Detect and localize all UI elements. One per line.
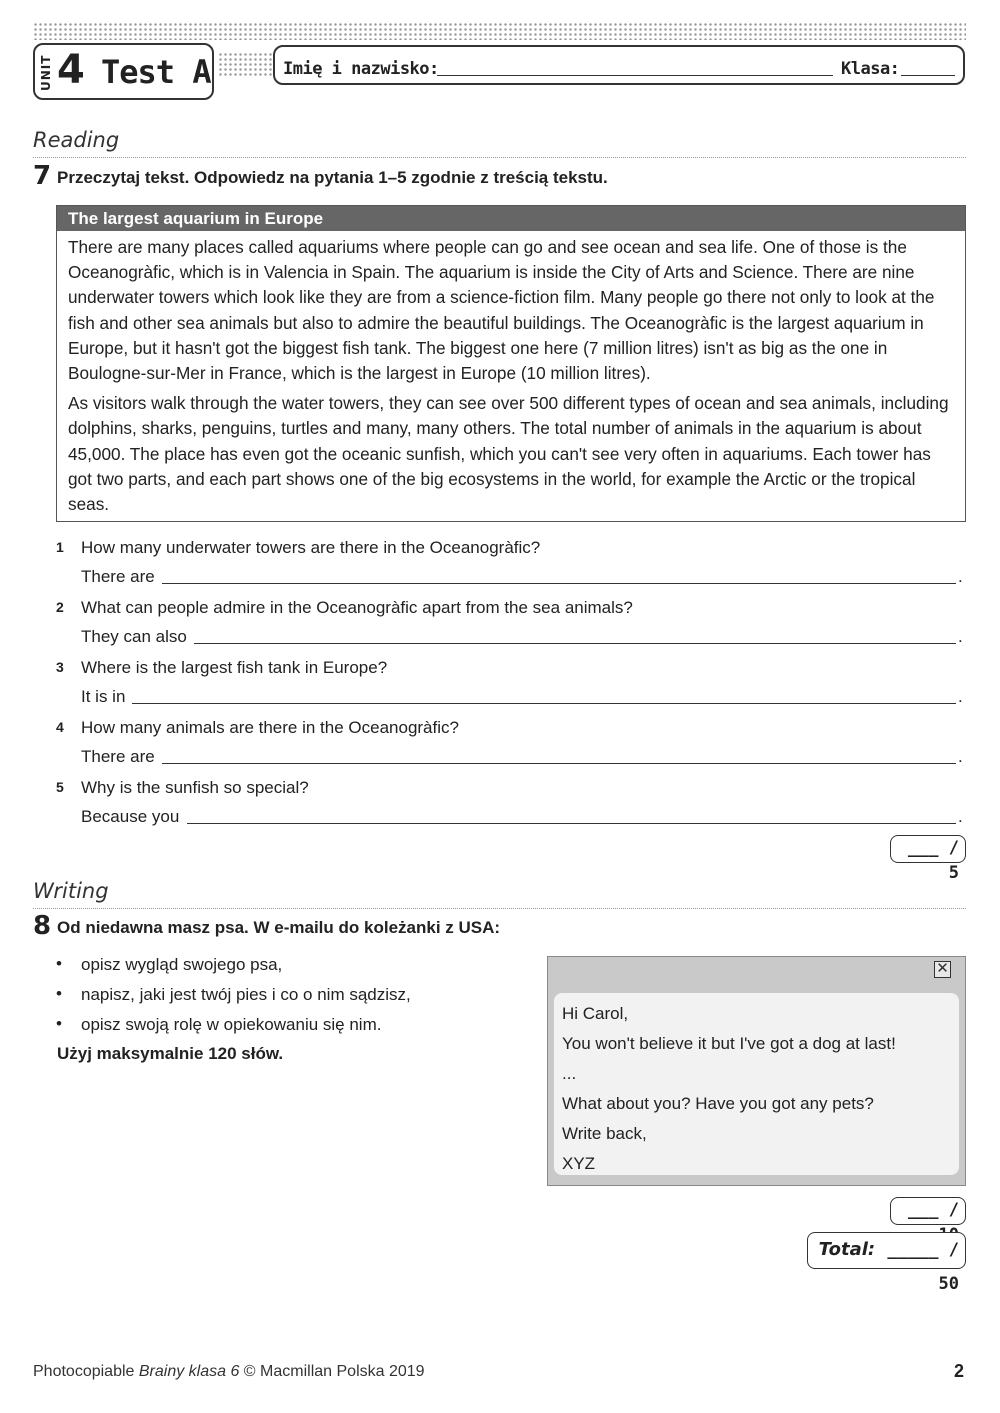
header-dots-middle [218, 52, 272, 78]
answer-4-end: . [958, 747, 963, 766]
answer-3-start: It is in [81, 687, 126, 706]
reading-text-box [56, 205, 966, 522]
email-line-1: Hi Carol, [562, 1004, 629, 1023]
question-3-number: 3 [56, 659, 64, 675]
bullet-2-text: napisz, jaki jest twój pies i co o nim sądzisz, [81, 985, 411, 1004]
bullet-3-marker: • [56, 1014, 62, 1033]
total-score: _____ / 50 [887, 1240, 959, 1294]
footer-copyright [33, 1363, 425, 1381]
word-limit: Użyj maksymalnie 120 słów. [57, 1044, 284, 1063]
answer-3-end: . [958, 687, 963, 706]
writing-score-box: ___ / [890, 1197, 966, 1225]
header-dots-top [33, 22, 966, 40]
question-3-text: Where is the largest fish tank in Europe? [81, 658, 388, 677]
name-field[interactable] [437, 75, 833, 76]
exercise-8-instruction: Od niedawna masz psa. W e-mailu do koleżanki z USA: [57, 918, 501, 937]
writing-rule [33, 908, 966, 909]
writing-section-title: Writing [33, 879, 109, 903]
email-line-2: You won't believe it but I've got a dog at last! [562, 1034, 896, 1053]
reading-rule [33, 157, 966, 158]
email-window [547, 956, 966, 1186]
email-body [554, 993, 959, 1175]
class-label: Klasa: [841, 59, 900, 79]
email-line-3: ... [562, 1064, 577, 1083]
name-class-box [273, 45, 965, 85]
unit-number: 4 [57, 47, 85, 93]
total-score-box [807, 1232, 966, 1294]
answer-3-field[interactable] [132, 703, 956, 704]
answer-2-start: They can also [81, 627, 187, 646]
email-line-5: Write back, [562, 1124, 647, 1143]
exercise-7-instruction: Przeczytaj tekst. Odpowiedz na pytania 1–5 zgodnie z treścią tekstu. [57, 168, 608, 187]
answer-5-end: . [958, 807, 963, 826]
close-icon[interactable]: ✕ [934, 961, 951, 978]
question-1-text: How many underwater towers are there in the Oceanogràfic? [81, 538, 541, 557]
reading-paragraph-2: As visitors walk through the water towers, they can see over 500 different types of ocean and sea animals, including dolphins, sharks, penguins, turtles and many, many others. The total number of animals in the aquarium is about 45,000. The place has even got the oceanic sunfish, which you can't see very often in aquariums. Each tower has got two parts, and each part shows one of the big ecosystems in the world, for example the Arctic or the tropical seas. [68, 393, 949, 515]
page-number: 2 [954, 1361, 965, 1381]
answer-1-field[interactable] [162, 583, 956, 584]
email-line-4: What about you? Have you got any pets? [562, 1094, 874, 1113]
reading-paragraph-1: There are many places called aquariums where people can go and see ocean and sea life. One of those is the Oceanogràfic, which is in Valencia in Spain. The aquarium is inside the City of Arts and Science. There are nine underwater towers which look like they are from a science-fiction film. Many people go there not only to look at the fish and other sea animals but also to admire the beautiful buildings. The Oceanogràfic is the largest aquarium in Europe, but it hasn't got the biggest fish tank. The biggest one here (7 million litres) isn't as big as the one in Boulogne-sur-Mer in France, which is the largest in Europe (10 million litres). [68, 237, 935, 384]
class-field[interactable] [901, 75, 955, 76]
answer-5-start: Because you [81, 807, 180, 826]
question-2-number: 2 [56, 599, 64, 615]
footer-book-title: Brainy klasa 6 [138, 1363, 240, 1380]
answer-4-start: There are [81, 747, 155, 766]
footer-prefix: Photocopiable [33, 1363, 139, 1380]
question-5-text: Why is the sunfish so special? [81, 778, 309, 797]
test-title: Test A [101, 53, 211, 91]
answer-2-end: . [958, 627, 963, 646]
reading-text-title: The largest aquarium in Europe [57, 206, 965, 231]
answer-1-start: There are [81, 567, 155, 586]
bullet-2-marker: • [56, 984, 62, 1003]
question-2-text: What can people admire in the Oceanogràfic apart from the sea animals? [81, 598, 633, 617]
reading-score-box: ___ / 5 [890, 835, 966, 863]
question-4-text: How many animals are there in the Oceanogràfic? [81, 718, 459, 737]
question-4-number: 4 [56, 719, 64, 735]
exercise-7-number: 7 [33, 161, 52, 191]
reading-section-title: Reading [33, 128, 120, 152]
bullet-1-text: opisz wygląd swojego psa, [81, 955, 283, 974]
unit-badge [33, 43, 214, 100]
answer-4-field[interactable] [162, 763, 956, 764]
bullet-1-marker: • [56, 954, 62, 973]
footer-suffix: © Macmillan Polska 2019 [239, 1363, 425, 1380]
answer-5-field[interactable] [187, 823, 956, 824]
answer-1-end: . [958, 567, 963, 586]
exercise-8-number: 8 [33, 911, 52, 941]
unit-word: UNIT [39, 54, 53, 92]
question-1-number: 1 [56, 539, 64, 555]
question-5-number: 5 [56, 779, 64, 795]
bullet-3-text: opisz swoją rolę w opiekowaniu się nim. [81, 1015, 382, 1034]
total-label: Total: [818, 1239, 876, 1260]
name-label: Imię i nazwisko: [283, 59, 439, 79]
reading-text-body [57, 231, 965, 517]
email-line-6: XYZ [562, 1154, 596, 1173]
answer-2-field[interactable] [194, 643, 956, 644]
